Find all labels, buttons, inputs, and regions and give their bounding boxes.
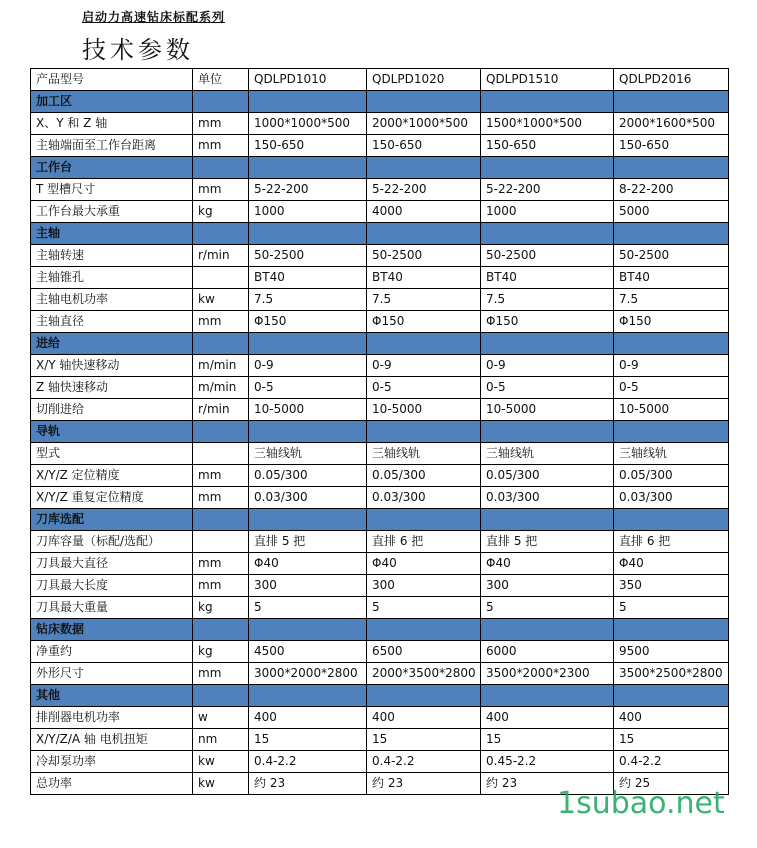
value-cell: 10-5000 — [614, 399, 729, 421]
table-row — [31, 311, 729, 333]
value-cell: BT40 — [481, 267, 614, 289]
value-cell: 6000 — [481, 641, 614, 663]
section-empty-cell — [193, 685, 249, 707]
value-cell: 1500*1000*500 — [481, 113, 614, 135]
param-name-cell: X/Y/Z 重复定位精度 — [31, 487, 193, 509]
value-cell: Φ150 — [249, 311, 367, 333]
param-name-cell: 净重约 — [31, 641, 193, 663]
value-cell: 400 — [481, 707, 614, 729]
value-cell: 5-22-200 — [481, 179, 614, 201]
value-cell: 1000 — [481, 201, 614, 223]
series-title: 启动力高速钻床标配系列 — [82, 10, 226, 24]
value-cell: 3000*2000*2800 — [249, 663, 367, 685]
section-empty-cell — [614, 421, 729, 443]
header-model-cell: QDLPD1020 — [367, 69, 481, 91]
param-name-cell: 主轴端面至工作台距离 — [31, 135, 193, 157]
table-row — [31, 399, 729, 421]
value-cell: 300 — [249, 575, 367, 597]
value-cell: 5 — [249, 597, 367, 619]
value-cell: 400 — [367, 707, 481, 729]
value-cell: 直排 5 把 — [249, 531, 367, 553]
watermark: 1subao.net — [557, 786, 725, 821]
value-cell: 50-2500 — [614, 245, 729, 267]
section-label: 主轴 — [31, 223, 193, 245]
value-cell: BT40 — [614, 267, 729, 289]
value-cell: 0-9 — [249, 355, 367, 377]
param-name-cell: 切削进给 — [31, 399, 193, 421]
value-cell: 0-5 — [249, 377, 367, 399]
header-model-cell: QDLPD1010 — [249, 69, 367, 91]
value-cell: 0-5 — [481, 377, 614, 399]
param-name-cell: X/Y/Z 定位精度 — [31, 465, 193, 487]
param-name-cell: 主轴锥孔 — [31, 267, 193, 289]
value-cell: 0.4-2.2 — [249, 751, 367, 773]
value-cell: 0.03/300 — [249, 487, 367, 509]
value-cell: 0-9 — [614, 355, 729, 377]
table-row — [31, 113, 729, 135]
table-row — [31, 663, 729, 685]
table-row — [31, 465, 729, 487]
value-cell: 150-650 — [249, 135, 367, 157]
value-cell: 0.03/300 — [614, 487, 729, 509]
value-cell: 0.4-2.2 — [614, 751, 729, 773]
section-empty-cell — [614, 685, 729, 707]
value-cell: Φ150 — [614, 311, 729, 333]
section-empty-cell — [249, 619, 367, 641]
table-row — [31, 377, 729, 399]
section-empty-cell — [193, 223, 249, 245]
header-unit-cell: 单位 — [193, 69, 249, 91]
section-row — [31, 509, 729, 531]
section-label: 工作台 — [31, 157, 193, 179]
param-name-cell: X/Y 轴快速移动 — [31, 355, 193, 377]
value-cell: 约 23 — [367, 773, 481, 795]
value-cell: 15 — [249, 729, 367, 751]
unit-cell: mm — [193, 113, 249, 135]
value-cell: Φ150 — [367, 311, 481, 333]
section-empty-cell — [614, 91, 729, 113]
value-cell: 0.03/300 — [481, 487, 614, 509]
value-cell: 8-22-200 — [614, 179, 729, 201]
unit-cell: mm — [193, 575, 249, 597]
section-label: 导轨 — [31, 421, 193, 443]
value-cell: 3500*2000*2300 — [481, 663, 614, 685]
section-empty-cell — [367, 91, 481, 113]
value-cell: 9500 — [614, 641, 729, 663]
unit-cell: mm — [193, 553, 249, 575]
table-row — [31, 355, 729, 377]
param-name-cell: 主轴转速 — [31, 245, 193, 267]
value-cell: 350 — [614, 575, 729, 597]
table-row — [31, 135, 729, 157]
unit-cell: kw — [193, 289, 249, 311]
value-cell: 直排 5 把 — [481, 531, 614, 553]
section-empty-cell — [249, 91, 367, 113]
value-cell: Φ40 — [249, 553, 367, 575]
value-cell: 0-9 — [367, 355, 481, 377]
value-cell: 2000*3500*2800 — [367, 663, 481, 685]
value-cell: 300 — [481, 575, 614, 597]
spec-table-body — [31, 69, 729, 795]
section-empty-cell — [367, 685, 481, 707]
section-empty-cell — [249, 685, 367, 707]
section-row — [31, 157, 729, 179]
section-label: 加工区 — [31, 91, 193, 113]
section-empty-cell — [614, 223, 729, 245]
value-cell: Φ40 — [367, 553, 481, 575]
section-empty-cell — [367, 333, 481, 355]
section-label: 其他 — [31, 685, 193, 707]
param-name-cell: 冷却泵功率 — [31, 751, 193, 773]
param-name-cell: 工作台最大承重 — [31, 201, 193, 223]
value-cell: 2000*1000*500 — [367, 113, 481, 135]
section-row — [31, 223, 729, 245]
value-cell: 直排 6 把 — [614, 531, 729, 553]
table-row — [31, 751, 729, 773]
value-cell: 5 — [367, 597, 481, 619]
unit-cell — [193, 443, 249, 465]
table-row — [31, 201, 729, 223]
unit-cell — [193, 267, 249, 289]
table-row — [31, 597, 729, 619]
unit-cell: kg — [193, 201, 249, 223]
value-cell: 直排 6 把 — [367, 531, 481, 553]
section-empty-cell — [481, 509, 614, 531]
unit-cell: nm — [193, 729, 249, 751]
section-empty-cell — [249, 509, 367, 531]
section-empty-cell — [614, 509, 729, 531]
unit-cell: kw — [193, 751, 249, 773]
section-empty-cell — [481, 619, 614, 641]
value-cell: 0.45-2.2 — [481, 751, 614, 773]
value-cell: 5 — [614, 597, 729, 619]
value-cell: 0.05/300 — [614, 465, 729, 487]
unit-cell: kw — [193, 773, 249, 795]
table-row — [31, 289, 729, 311]
value-cell: 7.5 — [367, 289, 481, 311]
value-cell: 1000*1000*500 — [249, 113, 367, 135]
section-row — [31, 619, 729, 641]
value-cell: 150-650 — [367, 135, 481, 157]
section-row — [31, 333, 729, 355]
value-cell: 约 23 — [249, 773, 367, 795]
param-name-cell: 外形尺寸 — [31, 663, 193, 685]
value-cell: 4500 — [249, 641, 367, 663]
value-cell: 3500*2500*2800 — [614, 663, 729, 685]
header-model-cell: QDLPD2016 — [614, 69, 729, 91]
value-cell: 5000 — [614, 201, 729, 223]
header-model-cell: QDLPD1510 — [481, 69, 614, 91]
value-cell: 10-5000 — [249, 399, 367, 421]
unit-cell — [193, 531, 249, 553]
section-row — [31, 685, 729, 707]
value-cell: 50-2500 — [367, 245, 481, 267]
section-empty-cell — [367, 157, 481, 179]
param-name-cell: 主轴电机功率 — [31, 289, 193, 311]
section-label: 进给 — [31, 333, 193, 355]
param-name-cell: T 型槽尺寸 — [31, 179, 193, 201]
section-empty-cell — [193, 91, 249, 113]
value-cell: 三轴线轨 — [481, 443, 614, 465]
spec-table — [30, 68, 729, 795]
section-empty-cell — [193, 509, 249, 531]
section-empty-cell — [614, 333, 729, 355]
value-cell: 6500 — [367, 641, 481, 663]
value-cell: 300 — [367, 575, 481, 597]
value-cell: Φ40 — [614, 553, 729, 575]
value-cell: Φ150 — [481, 311, 614, 333]
unit-cell: m/min — [193, 355, 249, 377]
table-row — [31, 531, 729, 553]
param-name-cell: 主轴直径 — [31, 311, 193, 333]
value-cell: BT40 — [367, 267, 481, 289]
value-cell: 5-22-200 — [249, 179, 367, 201]
table-row — [31, 553, 729, 575]
param-name-cell: 刀具最大长度 — [31, 575, 193, 597]
value-cell: 15 — [481, 729, 614, 751]
section-empty-cell — [481, 91, 614, 113]
table-row — [31, 267, 729, 289]
value-cell: 400 — [249, 707, 367, 729]
unit-cell: mm — [193, 311, 249, 333]
value-cell: 1000 — [249, 201, 367, 223]
value-cell: 10-5000 — [481, 399, 614, 421]
section-empty-cell — [367, 509, 481, 531]
table-row — [31, 575, 729, 597]
value-cell: 0.05/300 — [249, 465, 367, 487]
unit-cell: mm — [193, 465, 249, 487]
value-cell: 三轴线轨 — [614, 443, 729, 465]
section-empty-cell — [193, 157, 249, 179]
section-empty-cell — [481, 157, 614, 179]
param-name-cell: 刀具最大重量 — [31, 597, 193, 619]
section-empty-cell — [367, 421, 481, 443]
section-row — [31, 421, 729, 443]
value-cell: BT40 — [249, 267, 367, 289]
value-cell: 7.5 — [481, 289, 614, 311]
table-row — [31, 729, 729, 751]
value-cell: 10-5000 — [367, 399, 481, 421]
value-cell: 约 23 — [481, 773, 614, 795]
section-empty-cell — [249, 421, 367, 443]
param-name-cell: 型式 — [31, 443, 193, 465]
value-cell: 约 25 — [614, 773, 729, 795]
section-empty-cell — [249, 157, 367, 179]
header-name-cell: 产品型号 — [31, 69, 193, 91]
param-name-cell: 刀库容量（标配/选配） — [31, 531, 193, 553]
table-row — [31, 707, 729, 729]
section-empty-cell — [367, 619, 481, 641]
value-cell: 150-650 — [614, 135, 729, 157]
value-cell: 0.03/300 — [367, 487, 481, 509]
table-row — [31, 443, 729, 465]
value-cell: 7.5 — [614, 289, 729, 311]
unit-cell: mm — [193, 179, 249, 201]
section-empty-cell — [367, 223, 481, 245]
section-empty-cell — [249, 223, 367, 245]
section-row — [31, 91, 729, 113]
section-empty-cell — [614, 157, 729, 179]
param-name-cell: 总功率 — [31, 773, 193, 795]
param-name-cell: 排削器电机功率 — [31, 707, 193, 729]
section-empty-cell — [249, 333, 367, 355]
value-cell: 2000*1600*500 — [614, 113, 729, 135]
section-empty-cell — [481, 685, 614, 707]
table-row — [31, 487, 729, 509]
value-cell: 15 — [614, 729, 729, 751]
unit-cell: m/min — [193, 377, 249, 399]
section-empty-cell — [193, 421, 249, 443]
page-title: 技术参数 — [82, 36, 194, 64]
section-label: 刀库选配 — [31, 509, 193, 531]
unit-cell: w — [193, 707, 249, 729]
value-cell: Φ40 — [481, 553, 614, 575]
value-cell: 400 — [614, 707, 729, 729]
section-empty-cell — [481, 223, 614, 245]
value-cell: 5 — [481, 597, 614, 619]
value-cell: 0.4-2.2 — [367, 751, 481, 773]
value-cell: 三轴线轨 — [249, 443, 367, 465]
table-row — [31, 179, 729, 201]
unit-cell: r/min — [193, 399, 249, 421]
value-cell: 0.05/300 — [367, 465, 481, 487]
table-row — [31, 641, 729, 663]
unit-cell: mm — [193, 487, 249, 509]
value-cell: 4000 — [367, 201, 481, 223]
section-empty-cell — [614, 619, 729, 641]
param-name-cell: 刀具最大直径 — [31, 553, 193, 575]
table-row — [31, 245, 729, 267]
section-empty-cell — [193, 619, 249, 641]
header-row — [31, 69, 729, 91]
value-cell: 15 — [367, 729, 481, 751]
section-label: 钻床数据 — [31, 619, 193, 641]
unit-cell: kg — [193, 597, 249, 619]
unit-cell: r/min — [193, 245, 249, 267]
value-cell: 50-2500 — [249, 245, 367, 267]
unit-cell: mm — [193, 135, 249, 157]
value-cell: 0-9 — [481, 355, 614, 377]
value-cell: 50-2500 — [481, 245, 614, 267]
section-empty-cell — [481, 421, 614, 443]
section-empty-cell — [193, 333, 249, 355]
unit-cell: mm — [193, 663, 249, 685]
value-cell: 5-22-200 — [367, 179, 481, 201]
value-cell: 0.05/300 — [481, 465, 614, 487]
value-cell: 7.5 — [249, 289, 367, 311]
param-name-cell: X/Y/Z/A 轴 电机扭矩 — [31, 729, 193, 751]
param-name-cell: Z 轴快速移动 — [31, 377, 193, 399]
value-cell: 0-5 — [614, 377, 729, 399]
value-cell: 三轴线轨 — [367, 443, 481, 465]
param-name-cell: X、Y 和 Z 轴 — [31, 113, 193, 135]
value-cell: 150-650 — [481, 135, 614, 157]
value-cell: 0-5 — [367, 377, 481, 399]
unit-cell: kg — [193, 641, 249, 663]
section-empty-cell — [481, 333, 614, 355]
